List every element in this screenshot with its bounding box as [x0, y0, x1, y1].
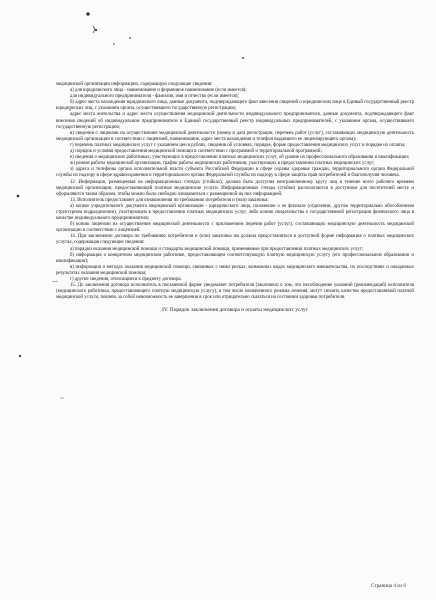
paragraph: ж) режим работы медицинской организации, график работы медицинских работников, участвующих в предоставлении платных медицинских услуг; — [70, 161, 375, 167]
paragraph: б) адрес места нахождения юридического лица, данные документа, подтверждающего факт внесения сведений о юридическом лице в Единый государственный реестр юридических лиц, с указанием органа, осуществившего государственную регистрацию; — [56, 100, 414, 112]
paragraph: б) копию лицензии на осуществление медицинской деятельности с приложением перечня работ (услуг), составляющих медицинскую деятельность медицинской организации в соответствии с лицензией. — [56, 222, 414, 234]
paragraph: д) порядок и условия предоставления медицинской помощи в соответствии с программой и территориальной программой; — [70, 149, 322, 155]
paragraph: а) копию учредительного документа медицинской организации - юридического лица, положение о ее филиале (отделении, другом территориально обособленном структурном подразделении), участвующем в предоставлении платных медицинских услуг, либо копию свидетельства о государственной регистрации физического лица в качестве индивидуального предпринимателя; — [56, 203, 414, 222]
paragraph: в) сведения о лицензии на осуществление медицинской деятельности (номер и дата регистрации, перечень работ (услуг), составляющих медицинскую деятельность медицинской организации в соответствии с лицензией, наименование, адрес места нахождения и телефон выдавшего ее лицензирующего органа); — [56, 130, 414, 142]
paragraph: в) информация о методах оказания медицинской помощи, связанных с ними рисках, возможных видах медицинского вмешательства, их последствиях и ожидаемых результатах оказания медицинской помощи; — [56, 264, 414, 276]
page-number: Страница 4 из 6 — [370, 583, 406, 589]
paragraph: адрес места жительства и адрес места осуществления медицинской деятельности индивидуального предпринимателя, данные документа, подтверждающего факт внесения сведений об индивидуальном предпринимателе в Единый государственный реестр индивидуальных предпринимателей, с указанием органа, осуществившего государственную регистрацию; — [56, 112, 414, 130]
paragraph: г) другие сведения, относящиеся к предмету договора. — [70, 277, 182, 282]
paragraph: для индивидуального предпринимателя - фамилия, имя и отчество (если имеется); — [70, 94, 239, 100]
paragraph: е) сведения о медицинских работниках, участвующих в предоставлении платных медицинских услуг, об уровне их профессионального образования и квалификации; — [70, 155, 410, 161]
section-heading: IV. Порядок заключения договора и оплаты медицинских услуг — [162, 307, 308, 314]
paragraph: 12. Информация, размещенная на информационных стендах (стойках), должна быть доступна неограниченному кругу лиц в течение всего рабочего времени медицинской организации, предоставляющей платные медицинские услуги. Информационные стенды (стойки) располагаются в доступном для посетителей месте и оформляются таким образом, чтобы можно было свободно ознакомиться с размещенной на них информацией. — [56, 179, 414, 197]
paragraph: 15. До заключения договора исполнитель в письменной форме уведомляет потребителя (заказчика) о том, что несоблюдение указаний (рекомендаций) исполнителя (медицинского работника, предоставляющего платную медицинскую услугу), в том числе назначенного режима лечения, могут снизить качество предоставляемой платной медицинской услуги, повлечь за собой невозможность ее завершения в срок или отрицательно сказаться на состоянии здоровья потребителя. — [56, 283, 414, 301]
paragraph: з) адреса и телефоны органа исполнительной власти субъекта Российской Федерации в сфере охраны здоровья граждан, территориального органа Федеральной службы по надзору в сфере здравоохранения и территориального органа Федеральной службы по надзору в сфере защиты прав потребителей и благополучия человека. — [56, 167, 414, 179]
paragraph: б) информация о конкретном медицинском работнике, предоставляющем соответствующую платную медицинскую услугу (его профессиональном образовании и квалификации); — [56, 252, 414, 264]
paragraph: 13. Исполнитель предоставляет для ознакомления по требованию потребителя и (или) заказчика: — [70, 197, 269, 203]
paragraph: 14. При заключении договора по требованию потребителя и (или) заказчика им должна предоставляться в доступной форме информация о платных медицинских услугах, содержащая следующие сведения: — [56, 234, 414, 246]
paragraph: а) для юридического лица - наименование и фирменное наименование (если имеется); — [70, 88, 247, 94]
paragraph: медицинской организации информацию, содержащую следующие сведения: — [56, 82, 213, 87]
paragraph: а) порядки оказания медицинской помощи и стандарты медицинской помощи, применяемые при предоставлении платных медицинских услуг; — [70, 246, 364, 252]
paragraph: г) перечень платных медицинских услуг с указанием цен в рублях, сведения об условиях, порядке, форме предоставления медицинских услуг и порядке их оплаты; — [70, 142, 406, 148]
document-body — [56, 82, 414, 313]
